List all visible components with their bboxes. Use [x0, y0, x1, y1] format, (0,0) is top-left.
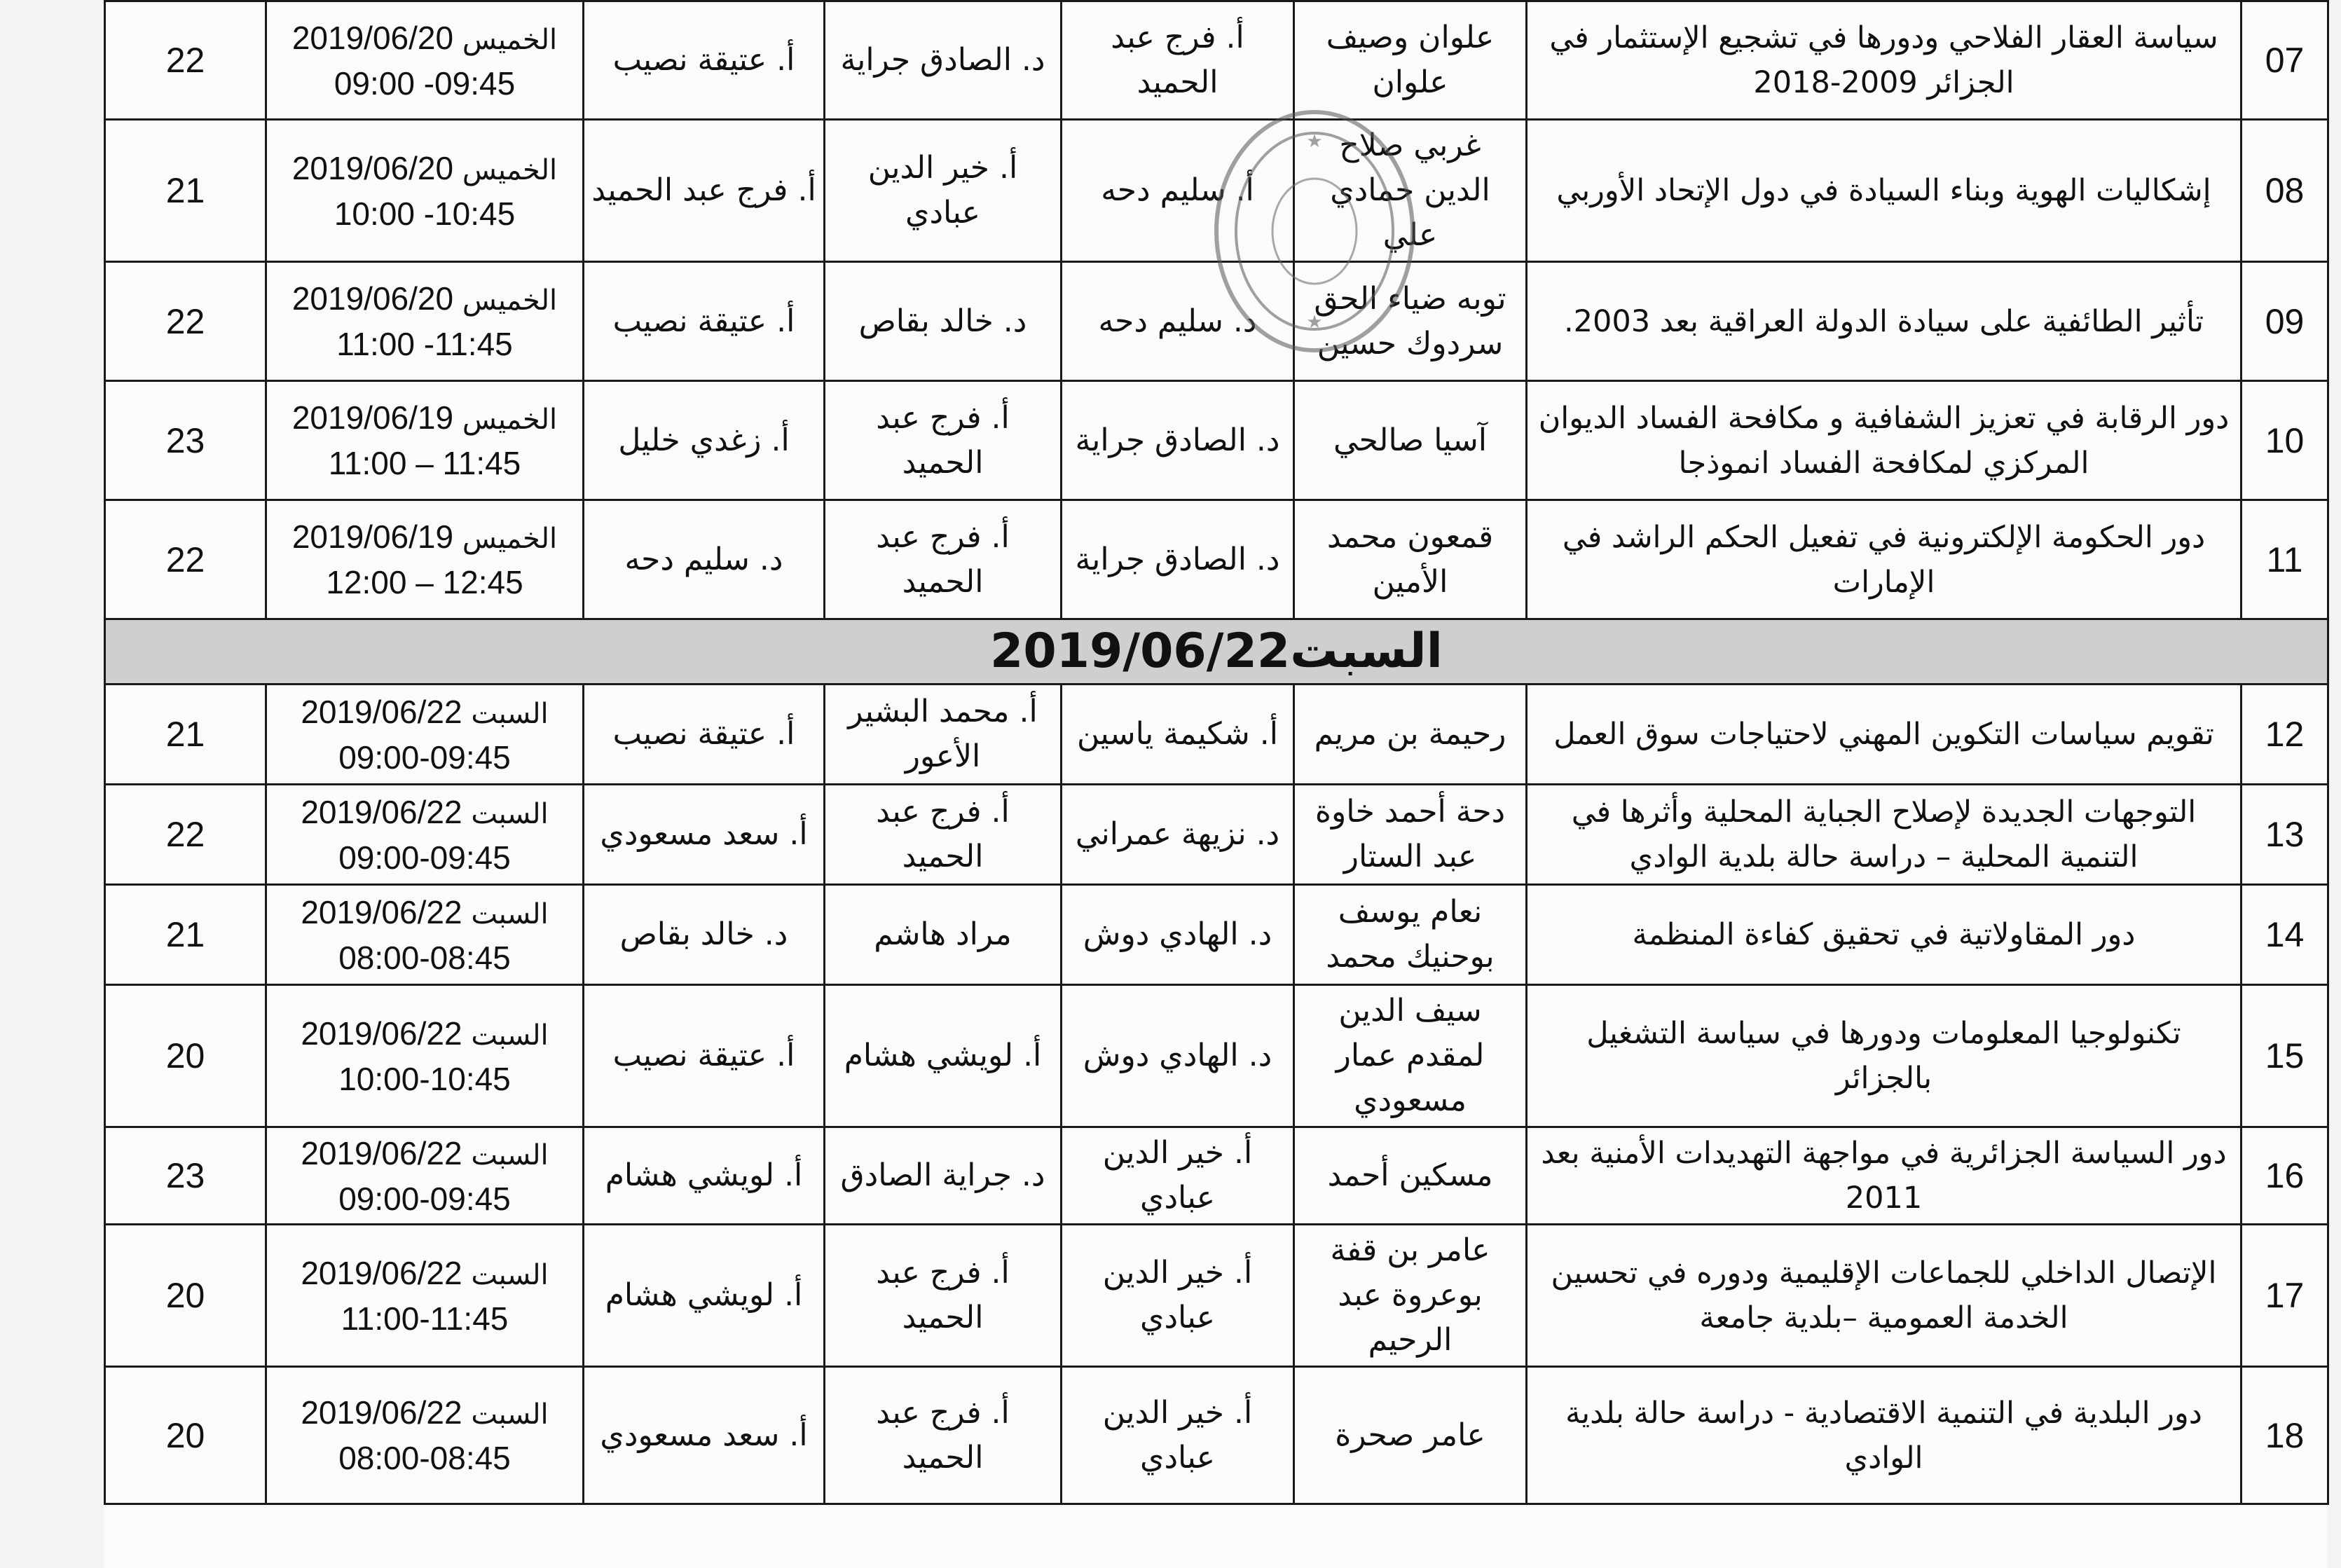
- session-day: السبت: [471, 898, 549, 930]
- session-date-line: [274, 790, 575, 836]
- supervisor-name: د. الصادق جراية: [1062, 500, 1294, 619]
- session-date-line: [274, 396, 575, 441]
- thesis-title: دور الحكومة الإلكترونية في تفعيل الحكم الراشد في الإمارات: [1527, 500, 2242, 619]
- schedule-body: [105, 1, 2328, 1504]
- president-name: د. خالد بقاص: [825, 262, 1062, 381]
- student-names: مسكين أحمد: [1294, 1127, 1527, 1225]
- session-time: 10:00-10:45: [338, 1060, 511, 1097]
- president-name: أ. فرج عبد الحميد: [825, 500, 1062, 619]
- session-day: الخميس: [462, 284, 558, 317]
- row-number: 13: [2242, 785, 2328, 885]
- president-name: أ. فرج عبد الحميد: [825, 1367, 1062, 1504]
- session-day: السبت: [471, 1139, 549, 1171]
- room-number: 22: [105, 262, 266, 381]
- defense-schedule-table: [104, 0, 2329, 1505]
- session-date: 2019/06/22: [301, 793, 462, 830]
- table-row: [105, 500, 2328, 619]
- row-number: 18: [2242, 1367, 2328, 1504]
- president-name: أ. فرج عبد الحميد: [825, 1225, 1062, 1367]
- row-number: 15: [2242, 985, 2328, 1127]
- session-datetime: [266, 1367, 584, 1504]
- supervisor-name: د. نزيهة عمراني: [1062, 785, 1294, 885]
- table-row: [105, 1367, 2328, 1504]
- examiner-name: أ. فرج عبد الحميد: [584, 120, 825, 262]
- row-number: 11: [2242, 500, 2328, 619]
- room-number: 21: [105, 120, 266, 262]
- thesis-title: دور السياسة الجزائرية في مواجهة التهديدات الأمنية بعد 2011: [1527, 1127, 2242, 1225]
- row-number: 10: [2242, 381, 2328, 500]
- row-number: 08: [2242, 120, 2328, 262]
- session-date-line: [274, 1391, 575, 1436]
- examiner-name: أ. سعد مسعودي: [584, 1367, 825, 1504]
- table-row: [105, 381, 2328, 500]
- row-number: 12: [2242, 685, 2328, 785]
- session-time: 10:00 -10:45: [334, 195, 516, 232]
- row-number: 09: [2242, 262, 2328, 381]
- student-names: عامر صحرة: [1294, 1367, 1527, 1504]
- date-separator-row: [105, 619, 2328, 685]
- session-time: 08:00-08:45: [338, 939, 511, 976]
- room-number: 23: [105, 381, 266, 500]
- thesis-title: دور الرقابة في تعزيز الشفافية و مكافحة الفساد الديوان المركزي لمكافحة الفساد انموذجا: [1527, 381, 2242, 500]
- session-datetime: [266, 985, 584, 1127]
- session-time: 11:00 -11:45: [336, 326, 513, 362]
- thesis-title: تقويم سياسات التكوين المهني لاحتياجات سوق العمل: [1527, 685, 2242, 785]
- thesis-title: الإتصال الداخلي للجماعات الإقليمية ودوره في تحسين الخدمة العمومية –بلدية جامعة: [1527, 1225, 2242, 1367]
- examiner-name: أ. لويشي هشام: [584, 1127, 825, 1225]
- supervisor-name: أ. شكيمة ياسين: [1062, 685, 1294, 785]
- session-day: الخميس: [462, 523, 558, 555]
- session-datetime: [266, 1225, 584, 1367]
- president-name: مراد هاشم: [825, 885, 1062, 985]
- row-number: 16: [2242, 1127, 2328, 1225]
- session-time: 08:00-08:45: [338, 1440, 511, 1476]
- thesis-title: دور المقاولاتية في تحقيق كفاءة المنظمة: [1527, 885, 2242, 985]
- session-date: 2019/06/20: [291, 19, 454, 56]
- student-names: قمعون محمد الأمين: [1294, 500, 1527, 619]
- president-name: أ. لويشي هشام: [825, 985, 1062, 1127]
- student-names: عامر بن قفة بوعروة عبد الرحيم: [1294, 1225, 1527, 1367]
- session-date-line: [274, 890, 575, 936]
- examiner-name: أ. لويشي هشام: [584, 1225, 825, 1367]
- president-name: أ. محمد البشير الأعور: [825, 685, 1062, 785]
- separator-day: السبت: [1290, 624, 1443, 679]
- student-names: توبه ضياء الحق سردوك حسين: [1294, 262, 1527, 381]
- row-number: 07: [2242, 1, 2328, 120]
- session-date: 2019/06/22: [301, 893, 462, 930]
- session-date-line: [274, 146, 575, 192]
- session-datetime: [266, 381, 584, 500]
- session-date-line: [274, 690, 575, 736]
- table-row: [105, 885, 2328, 985]
- session-date-line: [274, 1132, 575, 1177]
- session-datetime: [266, 885, 584, 985]
- session-date-line: [274, 515, 575, 561]
- table-row: [105, 1127, 2328, 1225]
- supervisor-name: أ. فرج عبد الحميد: [1062, 1, 1294, 120]
- examiner-name: أ. سعد مسعودي: [584, 785, 825, 885]
- president-name: أ. فرج عبد الحميد: [825, 785, 1062, 885]
- supervisor-name: د. سليم دحه: [1062, 262, 1294, 381]
- president-name: أ. خير الدين عبادي: [825, 120, 1062, 262]
- supervisor-name: أ. سليم دحه: [1062, 120, 1294, 262]
- separator-date: 2019/06/22: [990, 624, 1291, 679]
- thesis-title: سياسة العقار الفلاحي ودورها في تشجيع الإستثمار في الجزائر 2009-2018: [1527, 1, 2242, 120]
- row-number: 14: [2242, 885, 2328, 985]
- session-day: الخميس: [462, 153, 558, 186]
- examiner-name: أ. عتيقة نصيب: [584, 1, 825, 120]
- session-time: 09:00-09:45: [338, 738, 511, 776]
- session-date-line: [274, 277, 575, 322]
- student-names: نعام يوسف بوحنيك محمد: [1294, 885, 1527, 985]
- examiner-name: أ. عتيقة نصيب: [584, 262, 825, 381]
- session-date-line: [274, 16, 575, 62]
- room-number: 20: [105, 1225, 266, 1367]
- examiner-name: أ. زغدي خليل: [584, 381, 825, 500]
- thesis-title: تأثير الطائفية على سيادة الدولة العراقية بعد 2003.: [1527, 262, 2242, 381]
- table-row: [105, 685, 2328, 785]
- session-date: 2019/06/20: [291, 149, 454, 186]
- session-date: 2019/06/22: [301, 1394, 462, 1431]
- session-date: 2019/06/22: [301, 1015, 462, 1052]
- supervisor-name: د. الصادق جراية: [1062, 381, 1294, 500]
- student-names: دحة أحمد خاوة عبد الستار: [1294, 785, 1527, 885]
- table-row: [105, 785, 2328, 885]
- examiner-name: د. خالد بقاص: [584, 885, 825, 985]
- session-time: 09:00 -09:45: [334, 64, 516, 102]
- room-number: 22: [105, 1, 266, 120]
- session-datetime: [266, 1, 584, 120]
- session-datetime: [266, 685, 584, 785]
- room-number: 22: [105, 785, 266, 885]
- student-names: آسيا صالحي: [1294, 381, 1527, 500]
- session-date: 2019/06/19: [291, 399, 454, 436]
- thesis-title: دور البلدية في التنمية الاقتصادية - دراسة حالة بلدية الوادي: [1527, 1367, 2242, 1504]
- student-names: سيف الدين لمقدم عمار مسعودي: [1294, 985, 1527, 1127]
- session-time: 11:00-11:45: [341, 1300, 509, 1337]
- supervisor-name: أ. خير الدين عبادي: [1062, 1367, 1294, 1504]
- room-number: 21: [105, 685, 266, 785]
- session-datetime: [266, 120, 584, 262]
- thesis-title: التوجهات الجديدة لإصلاح الجباية المحلية وأثرها في التنمية المحلية – دراسة حالة بلدية الوادي: [1527, 785, 2242, 885]
- student-names: رحيمة بن مريم: [1294, 685, 1527, 785]
- svg-text:★: ★: [1306, 312, 1323, 333]
- table-row: [105, 1, 2328, 120]
- session-day: السبت: [471, 697, 549, 730]
- session-day: الخميس: [462, 23, 558, 56]
- session-datetime: [266, 785, 584, 885]
- president-name: د. الصادق جراية: [825, 1, 1062, 120]
- supervisor-name: أ. خير الدين عبادي: [1062, 1225, 1294, 1367]
- examiner-name: أ. عتيقة نصيب: [584, 985, 825, 1127]
- session-date-line: [274, 1251, 575, 1297]
- supervisor-name: د. الهادي دوش: [1062, 885, 1294, 985]
- examiner-name: د. سليم دحه: [584, 500, 825, 619]
- student-names: علوان وصيف علوان: [1294, 1, 1527, 120]
- thesis-title: تكنولوجيا المعلومات ودورها في سياسة التشغيل بالجزائر: [1527, 985, 2242, 1127]
- session-day: السبت: [471, 1019, 549, 1052]
- row-number: 17: [2242, 1225, 2328, 1367]
- thesis-title: إشكاليات الهوية وبناء السيادة في دول الإتحاد الأوربي: [1527, 120, 2242, 262]
- room-number: 20: [105, 1367, 266, 1504]
- session-time: 09:00-09:45: [338, 1180, 511, 1217]
- session-date: 2019/06/20: [291, 280, 454, 317]
- table-row: [105, 262, 2328, 381]
- session-time: 12:00 – 12:45: [326, 564, 523, 600]
- svg-text:★: ★: [1306, 131, 1323, 152]
- table-row: [105, 1225, 2328, 1367]
- student-names: غربي صلاح الدين حمادي علي: [1294, 120, 1527, 262]
- session-datetime: [266, 500, 584, 619]
- president-name: أ. فرج عبد الحميد: [825, 381, 1062, 500]
- session-datetime: [266, 262, 584, 381]
- session-date: 2019/06/22: [301, 693, 462, 730]
- session-time: 11:00 – 11:45: [328, 445, 521, 481]
- session-day: الخميس: [462, 404, 558, 436]
- room-number: 21: [105, 885, 266, 985]
- room-number: 20: [105, 985, 266, 1127]
- session-date: 2019/06/22: [301, 1254, 462, 1291]
- session-time: 09:00-09:45: [338, 839, 511, 876]
- session-day: السبت: [471, 797, 549, 830]
- session-date: 2019/06/22: [301, 1134, 462, 1171]
- supervisor-name: أ. خير الدين عبادي: [1062, 1127, 1294, 1225]
- room-number: 23: [105, 1127, 266, 1225]
- examiner-name: أ. عتيقة نصيب: [584, 685, 825, 785]
- session-datetime: [266, 1127, 584, 1225]
- room-number: 22: [105, 500, 266, 619]
- date-separator: [105, 619, 2328, 685]
- session-date-line: [274, 1012, 575, 1057]
- schedule-sheet: [104, 0, 2327, 1568]
- session-day: السبت: [471, 1258, 549, 1291]
- table-row: [105, 985, 2328, 1127]
- table-row: [105, 120, 2328, 262]
- supervisor-name: د. الهادي دوش: [1062, 985, 1294, 1127]
- session-date: 2019/06/19: [291, 518, 454, 555]
- session-day: السبت: [471, 1398, 549, 1431]
- president-name: د. جراية الصادق: [825, 1127, 1062, 1225]
